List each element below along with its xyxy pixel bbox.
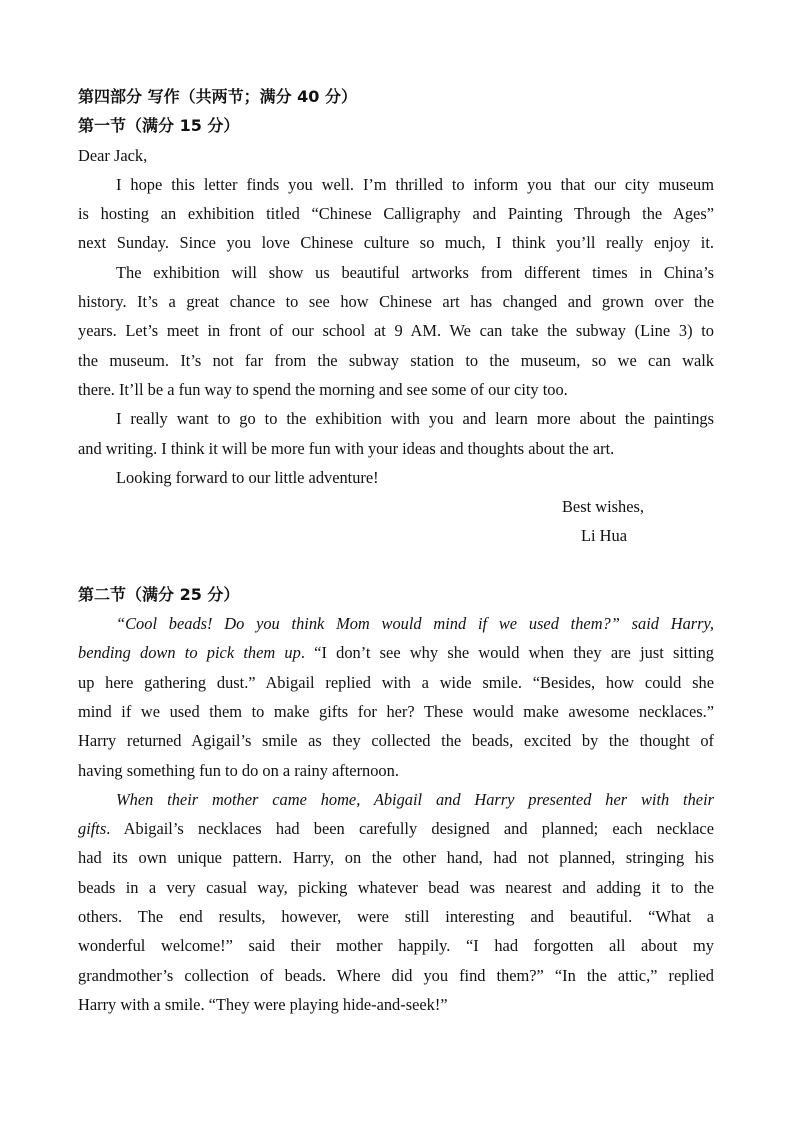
text-line: grandmother’s collection of beads. Where did you find them?” “In the attic,” replied: [78, 965, 714, 985]
text-line: is hosting an exhibition titled “Chinese Calligraphy and Painting Through the Ages”: [78, 204, 714, 224]
italic-prompt-fragment: bending down to pick them up: [78, 643, 301, 663]
text-line: [78, 814, 714, 843]
text-line: Harry with a smile. “They were playing hide-and-seek!”: [78, 994, 448, 1014]
italic-prompt-line: When their mother came home, Abigail and Harry presented her with their: [116, 789, 714, 809]
text-line: I really want to go to the exhibition with you and learn more about the paintings: [116, 409, 714, 429]
letter-greeting: Dear Jack,: [78, 145, 148, 165]
text-line: Harry returned Agigail’s smile as they collected the beads, excited by the thought of: [78, 731, 714, 751]
text-line: and writing. I think it will be more fun with your ideas and thoughts about the art.: [78, 438, 615, 458]
text-line: others. The end results, however, were still interesting and beautiful. “What a: [78, 907, 714, 927]
story-paragraph-1: [78, 609, 714, 785]
letter-paragraph-2: [78, 258, 714, 404]
text-line: up here gathering dust.” Abigail replied with a wide smile. “Besides, how could she: [78, 672, 714, 692]
text-line: The exhibition will show us beautiful artworks from different times in China’s: [116, 262, 714, 282]
letter-paragraph-3: [78, 404, 714, 463]
text-line: there. It’ll be a fun way to spend the morning and see some of our city too.: [78, 379, 568, 399]
text-line: the museum. It’s not far from the subway station to the museum, so we can walk: [78, 350, 714, 370]
section2-title: 第二节（满分 25 分）: [78, 584, 240, 604]
text-line: next Sunday. Since you love Chinese culture so much, I think you’ll really enjoy it.: [78, 233, 714, 253]
text-line: wonderful welcome!” said their mother happily. “I had forgotten all about my: [78, 936, 714, 956]
text-line: beads in a very casual way, picking whatever bead was nearest and adding it to the: [78, 877, 714, 897]
text-fragment: . Abigail’s necklaces had been carefully designed and planned; each necklace: [106, 819, 714, 839]
part-title: 第四部分 写作（共两节；满分 40 分）: [78, 87, 357, 106]
letter-signature: Li Hua: [581, 526, 627, 546]
text-line: mind if we used them to make gifts for her? These would make awesome necklaces.”: [78, 701, 714, 721]
exam-page: [78, 82, 714, 1019]
text-line: I hope this letter finds you well. I’m thrilled to inform you that our city museum: [116, 174, 714, 194]
text-line: had its own unique pattern. Harry, on the other hand, had not planned, stringing his: [78, 848, 714, 868]
text-fragment: . “I don’t see why she would when they are just sitting: [300, 643, 714, 663]
story-paragraph-2: [78, 785, 714, 1019]
letter-sign-off: Best wishes,: [562, 497, 644, 517]
letter-closing-line: Looking forward to our little adventure!: [116, 467, 379, 487]
italic-prompt-fragment: gifts: [78, 819, 107, 839]
section-gap: [78, 551, 714, 580]
text-line: years. Let’s meet in front of our school at 9 AM. We can take the subway (Line 3) to: [78, 321, 714, 341]
italic-prompt-line: “Cool beads! Do you think Mom would mind if we used them?” said Harry,: [116, 614, 714, 634]
text-line: [78, 638, 714, 667]
text-line: history. It’s a great chance to see how Chinese art has changed and grown over the: [78, 292, 714, 312]
section1-title: 第一节（满分 15 分）: [78, 116, 240, 136]
text-line: having something fun to do on a rainy afternoon.: [78, 760, 399, 780]
letter-paragraph-1: [78, 170, 714, 258]
